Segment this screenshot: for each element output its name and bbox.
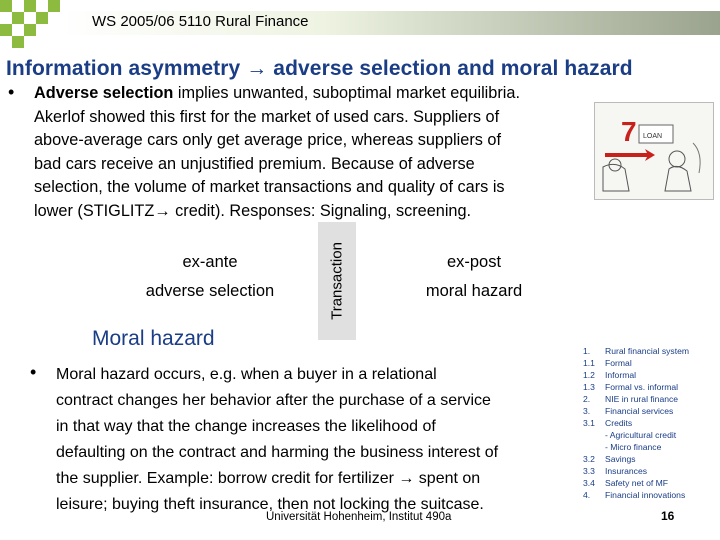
ex-post-label: ex-post [446,253,502,271]
illustration-number: 7 [621,116,637,147]
adverse-selection-lead: Adverse selection [34,84,174,102]
arrow-icon: → [398,470,415,487]
toc-label: - Micro finance [605,442,662,452]
para-line: spent on [414,470,481,487]
transaction-label: Transaction [328,242,346,320]
para-line: the supplier. Example: borrow credit for fertilizer [56,470,399,487]
page-number: 16 [661,509,675,523]
adverse-selection-paragraph [34,82,594,223]
toc-num: 1.1 [583,358,595,368]
para-line: bad cars receive an unjustified premium. Because of adverse [34,154,475,173]
toc-label: Safety net of MF [605,478,669,488]
toc-label: Formal [605,358,632,368]
para-line: credit). Responses: Signaling, screening. [170,201,472,220]
checker-logo [0,0,68,48]
toc-label: Financial innovations [605,490,686,500]
para-line: Akerlof showed this first for the market of used cars. Suppliers of [34,107,500,126]
bullet-marker: • [8,82,15,102]
toc-num: 3. [583,406,591,416]
toc-label: NIE in rural finance [605,394,679,404]
toc-label: Credits [605,418,633,428]
para-line: lower (STIGLITZ [34,201,155,220]
moral-hazard-paragraph [56,362,556,518]
arrow-icon: → [154,201,171,220]
para-line: above-average cars only get average price, whereas suppliers of [34,131,501,149]
para-line: contract changes her behavior after the purchase of a service [56,392,491,409]
title-part-1: Information asymmetry [6,57,247,80]
toc-num: 1.2 [583,370,595,380]
header-title: WS 2005/06 5110 Rural Finance [92,13,309,30]
illustration-sign: LOAN [643,133,663,140]
para-line: leisure; buying theft insurance, then not locking the suitcase. [56,496,484,513]
toc-label: - Agricultural credit [605,430,677,440]
toc-label: Rural financial system [605,346,690,356]
toc-num: 1.3 [583,382,595,392]
moral-hazard-label: moral hazard [425,282,523,300]
ex-ante-label: ex-ante [182,253,238,271]
toc-label: Formal vs. informal [605,382,679,392]
toc-num: 3.4 [583,478,595,488]
toc-num: 4. [583,490,591,500]
slide-title [6,57,633,81]
toc-num: 2. [583,394,591,404]
toc-num: 3.3 [583,466,595,476]
para-line: implies unwanted, suboptimal market equilibria. [173,84,520,102]
para-line: in that way that the change increases the likelihood of [56,418,436,435]
para-line: defaulting on the contract and harming the business interest of [56,444,499,461]
moral-hazard-heading: Moral hazard [92,327,215,350]
toc-label: Insurances [605,466,648,476]
arrow-icon: → [246,57,268,80]
para-line: selection, the volume of market transactions and quality of cars is [34,178,505,196]
loan-illustration [594,102,714,200]
adverse-selection-label: adverse selection [145,282,275,300]
transaction-label-wrap [318,222,356,340]
para-line: Moral hazard occurs, e.g. when a buyer in a relational [56,366,437,383]
bullet-marker: • [30,362,37,382]
toc-num: 1. [583,346,591,356]
toc-label: Savings [605,454,636,464]
toc-label: Informal [605,370,637,380]
toc-num: 3.1 [583,418,595,428]
title-part-2: adverse selection and moral hazard [267,57,633,80]
toc-label: Financial services [605,406,674,416]
toc-num: 3.2 [583,454,595,464]
footer-institution: Universität Hohenheim, Institut 490a [266,511,452,523]
